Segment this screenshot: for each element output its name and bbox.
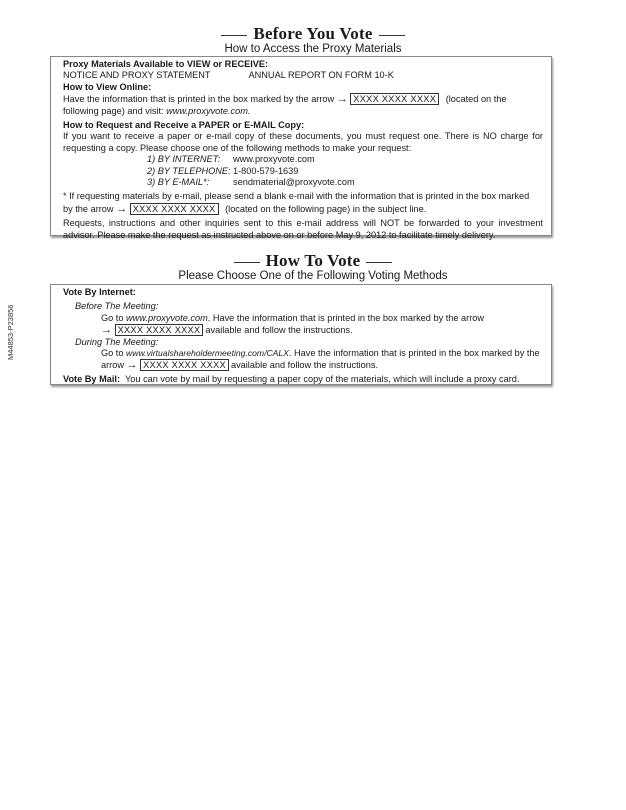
before-you-vote-header bbox=[0, 24, 626, 56]
control-number-box: XXXX XXXX XXXX bbox=[115, 324, 204, 336]
proxyvote-link[interactable]: www.proxyvote.com bbox=[126, 312, 208, 323]
proxyvote-link[interactable]: www.proxyvote.com. bbox=[166, 105, 251, 116]
during-meeting-label: During The Meeting: bbox=[75, 336, 159, 347]
footnote-line-2: by the arrow → XXXX XXXX XXXX (located on the following page) in the subject line. bbox=[63, 202, 427, 215]
vote-mail-heading: Vote By Mail: bbox=[63, 373, 121, 384]
requests-note: Requests, instructions and other inquiries sent to this e-mail address will NOT be forwarded to your investment advisor. Please make the request as instructed above on or before May 9, 2012 to facilitate timely delivery. bbox=[63, 218, 543, 240]
document-id: M44853-P23856 bbox=[6, 304, 15, 360]
how-to-vote-header bbox=[0, 251, 626, 283]
arrow-icon: → bbox=[336, 93, 348, 106]
section-title: How To Vote bbox=[0, 251, 626, 270]
before-meeting-label: Before The Meeting: bbox=[75, 301, 159, 312]
footnote-line: * If requesting materials by e-mail, please send a blank e-mail with the information that is printed in the box marked bbox=[63, 191, 530, 202]
arrow-icon: → bbox=[101, 324, 112, 337]
virtual-meeting-link[interactable]: www.virtualshareholdermeeting.com/CALX bbox=[126, 348, 289, 359]
section-subtitle: How to Access the Proxy Materials bbox=[224, 43, 402, 55]
voting-methods-box bbox=[50, 284, 552, 385]
arrow-icon: → bbox=[116, 202, 128, 215]
proxy-materials-box bbox=[50, 56, 552, 240]
before-meeting-text: Go to www.proxyvote.com. Have the information that is printed in the box marked by the arrow bbox=[101, 312, 485, 323]
vote-mail-line: Vote By Mail: You can vote by mail by requesting a paper copy of the materials, which will include a proxy card. bbox=[63, 373, 520, 384]
control-number-box: XXXX XXXX XXXX bbox=[350, 93, 439, 105]
view-online-text: Have the information that is printed in the box marked by the arrow → XXXX XXXX XXXX (located on the bbox=[63, 93, 507, 106]
request-heading: How to Request and Receive a PAPER or E-MAIL Copy: bbox=[63, 120, 305, 131]
vote-internet-heading: Vote By Internet: bbox=[63, 287, 136, 297]
during-meeting-text: Go to www.virtualshareholdermeeting.com/CALX. Have the information that is printed in the box marked by the bbox=[101, 348, 540, 359]
method-internet: 1) BY INTERNET: www.proxyvote.com bbox=[147, 154, 315, 165]
section-title: Before You Vote bbox=[0, 24, 626, 43]
during-meeting-text-2: arrow → XXXX XXXX XXXX available and follow the instructions. bbox=[101, 359, 379, 372]
view-online-text-2: following page) and visit: www.proxyvote.com. bbox=[63, 105, 251, 116]
method-telephone: 2) BY TELEPHONE: 1-800-579-1639 bbox=[147, 165, 299, 176]
section-subtitle: Please Choose One of the Following Voting Methods bbox=[178, 270, 448, 282]
request-methods bbox=[63, 154, 543, 188]
materials-heading: Proxy Materials Available to VIEW or RECEIVE: bbox=[63, 59, 269, 69]
control-number-box: XXXX XXXX XXXX bbox=[140, 359, 229, 371]
before-meeting-text-2: → XXXX XXXX XXXX available and follow the instructions. bbox=[101, 324, 353, 337]
view-online-heading: How to View Online: bbox=[63, 81, 152, 92]
control-number-box: XXXX XXXX XXXX bbox=[130, 203, 219, 215]
documents-line: NOTICE AND PROXY STATEMENT ANNUAL REPORT ON FORM 10-K bbox=[63, 70, 394, 81]
method-email: 3) BY E-MAIL*: sendmaterial@proxyvote.com bbox=[147, 177, 355, 188]
request-text: If you want to receive a paper or e-mail copy of these documents, you must request one. There is NO charge for requesting a copy. Please choose one of the following methods to make your request: bbox=[63, 131, 543, 153]
arrow-icon: → bbox=[126, 359, 138, 372]
